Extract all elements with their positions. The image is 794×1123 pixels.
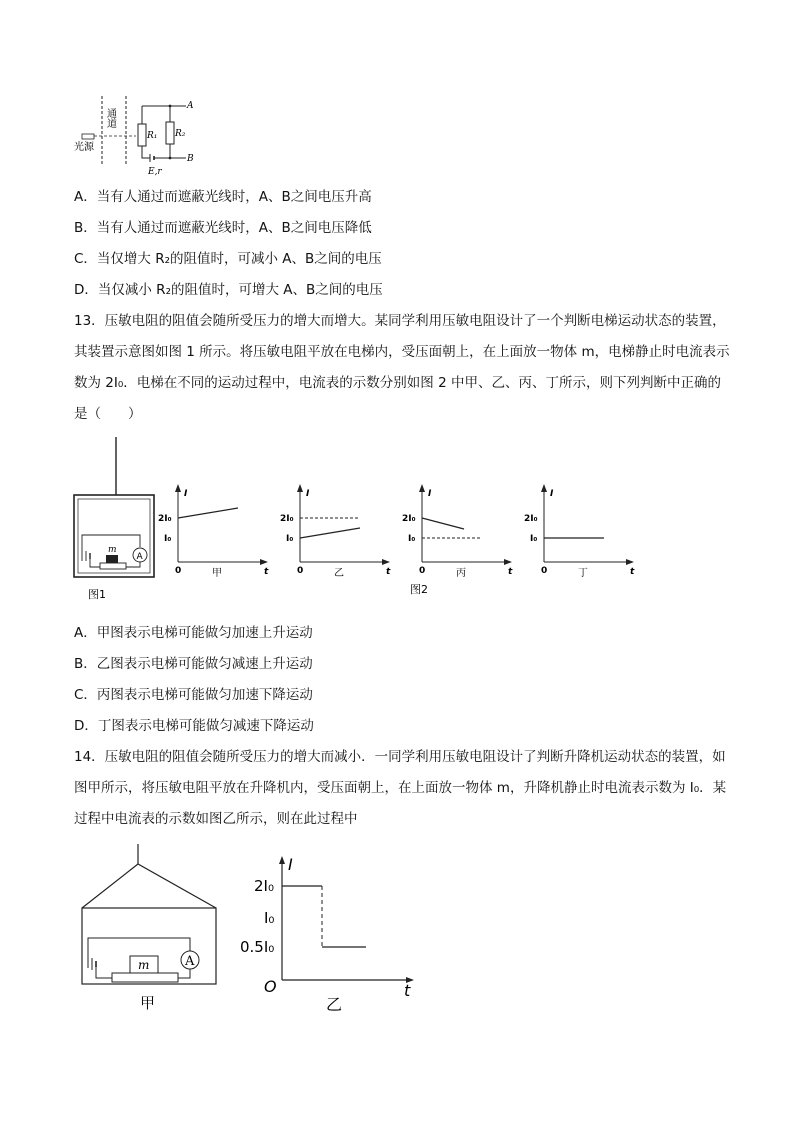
q13-graph-name: 丙 [456, 568, 466, 579]
q13-graph-y-arrow [419, 484, 425, 492]
q13-option-c: C．丙图表示电梯可能做匀加速下降运动 [74, 687, 313, 703]
q14-graph-origin: O [264, 977, 277, 996]
q13-option-a: A．甲图表示电梯可能做匀加速上升运动 [74, 625, 313, 641]
q13-graph-tick-i0: I₀ [164, 534, 172, 544]
q14-mass-label: m [138, 958, 150, 972]
q13-graph-origin: 0 [419, 566, 426, 576]
q13-graph-tick-2i0: 2I₀ [280, 514, 294, 524]
q13-graph-3 [402, 484, 513, 579]
q13-graph-y-label: I [184, 489, 188, 499]
q14-graph-y-arrow [279, 856, 285, 864]
q12-option-b: B．当有人通过而遮蔽光线时，A、B之间电压降低 [74, 220, 372, 236]
q12-option-d: D．当仅减小 R₂的阻值时，可增大 A、B之间的电压 [74, 282, 383, 298]
q13-graph-y-label: I [550, 489, 554, 499]
q12-option-a: A．当有人通过而遮蔽光线时，A、B之间电压升高 [74, 189, 372, 205]
q12-r1-label: R₁ [147, 131, 158, 141]
q13-mass-block [106, 555, 118, 563]
q13-option-d: D．丁图表示电梯可能做匀减速下降运动 [74, 718, 314, 734]
q13-graph-x-label: t [508, 567, 513, 577]
q14-graph-y-label: I [288, 855, 293, 874]
q13-graph-y-label: I [428, 489, 432, 499]
q13-graph-curve [422, 518, 464, 529]
q12-source-label: 光源 [74, 142, 94, 153]
q14-graph-x-label: t [404, 981, 411, 1000]
svg-text:A: A [136, 552, 143, 562]
q13-graph-y-label: I [306, 489, 310, 499]
q13-graph-tick-2i0: 2I₀ [524, 514, 538, 524]
q13-graph-4 [524, 484, 635, 579]
svg-text:A: A [185, 954, 195, 969]
q13-graph-tick-i0: I₀ [286, 534, 294, 544]
q13-graph-curve [178, 508, 238, 518]
q13-graph-x-arrow [382, 559, 390, 565]
q13-graph-origin: 0 [297, 566, 304, 576]
q14-graph-tick-i0: I₀ [264, 909, 275, 927]
q13-option-b: B．乙图表示电梯可能做匀减速上升运动 [74, 656, 313, 672]
q14-fig-yi-caption: 乙 [326, 995, 343, 1014]
q13-fig2-caption: 图2 [410, 583, 428, 596]
q14-figure-yi [236, 850, 426, 1020]
q13-graph-curve [300, 528, 360, 538]
q13-graph-x-arrow [626, 559, 634, 565]
q14-graph-tick-2i0: 2I₀ [254, 877, 274, 895]
q13-graph-x-arrow [260, 559, 268, 565]
q13-figure2 [152, 480, 652, 605]
q12-channel-label: 通道 [104, 108, 116, 128]
q13-graph-name: 乙 [334, 568, 344, 579]
q13-graph-tick-2i0: 2I₀ [158, 514, 172, 524]
q14-graph-tick-half-i0: 0.5I₀ [240, 938, 275, 956]
q14-figure-jia [74, 842, 224, 1017]
q12-r2-label: R₂ [175, 129, 186, 139]
q13-graph-2 [280, 484, 391, 579]
q13-graph-y-arrow [175, 484, 181, 492]
q13-graph-x-label: t [630, 567, 635, 577]
q14-stem: 14．压敏电阻的阻值会随所受压力的增大而减小．一同学利用压敏电阻设计了判断升降机运动状态的装置，如图甲所示，将压敏电阻平放在升降机内，受压面朝上，在上面放一物体 m，升降机静止时电流表示数为 I₀．某过程中电流表的示数如图乙所示，则在此过程中 [74, 749, 727, 827]
q13-graph-tick-i0: I₀ [408, 534, 416, 544]
q13-graph-y-arrow [297, 484, 303, 492]
q12-terminal-a: A [187, 101, 194, 111]
q13-graph-tick-i0: I₀ [530, 534, 538, 544]
q13-graph-x-label: t [264, 567, 269, 577]
q13-fig1-caption: 图1 [88, 588, 106, 601]
q13-stem: 13．压敏电阻的阻值会随所受压力的增大而增大。某同学利用压敏电阻设计了一个判断电梯运动状态的装置，其装置示意图如图 1 所示。将压敏电阻平放在电梯内，受压面朝上，在上面放一物体 m，电梯静止时电流表示数为 2I₀．电梯在不同的运动过程中，电流表的示数分别如图 2 中甲、乙、丙、丁所示，则下列判断中正确的是（ ） [74, 313, 730, 422]
q12-battery-label: E,r [148, 167, 162, 177]
q13-graph-x-arrow [504, 559, 512, 565]
q13-graph-x-label: t [386, 567, 391, 577]
q13-graph-origin: 0 [175, 566, 182, 576]
q13-graph-y-arrow [541, 484, 547, 492]
q13-graph-tick-2i0: 2I₀ [402, 514, 416, 524]
q12-circuit-figure [70, 94, 210, 178]
q13-graph-1 [158, 484, 269, 579]
q12-option-c: C．当仅增大 R₂的阻值时，可减小 A、B之间的电压 [74, 251, 382, 267]
q13-mass-label: m [108, 545, 117, 555]
q13-graph-origin: 0 [541, 566, 548, 576]
q13-graph-name: 甲 [212, 568, 222, 579]
q14-fig-jia-caption: 甲 [140, 994, 156, 1012]
q12-terminal-b: B [187, 154, 194, 164]
q13-graph-name: 丁 [578, 568, 588, 579]
